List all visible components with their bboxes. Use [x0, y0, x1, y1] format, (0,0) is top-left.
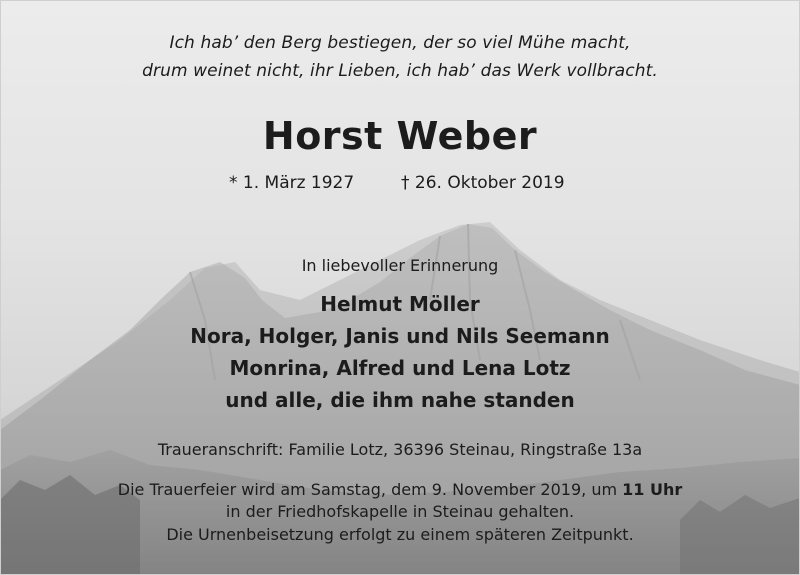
- service-line-1: [0, 480, 800, 499]
- service-time: 11 Uhr: [622, 480, 683, 499]
- verse-line-2: drum weinet nicht, ihr Lieben, ich hab’ das Werk vollbracht.: [142, 61, 658, 81]
- service-line-2: in der Friedhofskapelle in Steinau gehalten.: [225, 502, 575, 521]
- verse-line-1: Ich hab’ den Berg bestiegen, der so viel Mühe macht,: [169, 33, 631, 53]
- mourner-line: Monrina, Alfred und Lena Lotz: [229, 356, 571, 380]
- service-line-3: Die Urnenbeisetzung erfolgt zu einem späteren Zeitpunkt.: [166, 525, 634, 544]
- service-date: Die Trauerfeier wird am Samstag, dem 9. November 2019, um: [117, 480, 623, 499]
- mourning-address: Traueranschrift: Familie Lotz, 36396 Steinau, Ringstraße 13a: [157, 440, 643, 459]
- death-date: † 26. Oktober 2019: [401, 173, 565, 193]
- birth-date: * 1. März 1927: [229, 173, 355, 193]
- mourner-line: und alle, die ihm nahe standen: [225, 388, 575, 412]
- mourner-line: Nora, Holger, Janis und Nils Seemann: [190, 324, 610, 348]
- remembrance-intro: In liebevoller Erinnerung: [301, 256, 499, 275]
- mourner-line: Helmut Möller: [320, 292, 480, 316]
- deceased-name: Horst Weber: [262, 114, 538, 158]
